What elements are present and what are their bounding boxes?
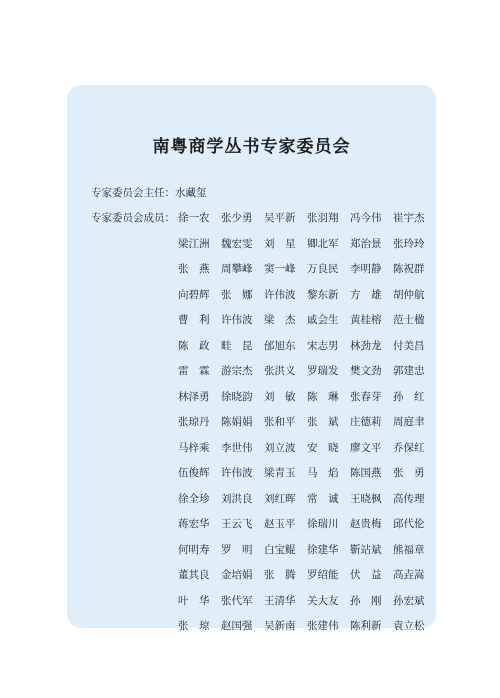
member-name: 黎东新	[307, 288, 339, 301]
member-name: 吴平新	[264, 212, 296, 224]
member-name: 黄桂榕	[350, 314, 382, 326]
member-name: 刘 星	[264, 237, 296, 250]
member-name: 范士楹	[393, 314, 425, 326]
member-name: 宋志男	[307, 339, 339, 352]
members-list	[178, 211, 436, 645]
member-name: 樊文劲	[350, 365, 382, 377]
member-name: 张和平	[264, 416, 296, 428]
member-name: 雷 霖	[178, 365, 210, 377]
member-name: 张 燕	[178, 263, 210, 275]
member-name: 张少勇	[221, 212, 253, 224]
member-name: 陈 政	[178, 339, 210, 352]
member-name: 袁立松	[393, 620, 425, 632]
member-name: 冯今伟	[350, 212, 382, 224]
member-name: 马 焰	[307, 467, 339, 479]
member-name: 曹 利	[178, 314, 210, 326]
member-name: 张 斌	[307, 416, 339, 428]
member-name: 胡仲航	[393, 288, 425, 301]
member-name: 徐晓韵	[221, 390, 253, 403]
member-name: 张 腾	[264, 569, 296, 581]
member-name: 王晓枫	[350, 492, 382, 505]
member-name: 蒋宏华	[178, 518, 210, 530]
member-name: 常 诚	[307, 492, 339, 505]
member-name: 马梓乘	[178, 441, 210, 454]
member-name: 方 雄	[350, 288, 382, 301]
member-name: 吴新南	[264, 620, 296, 632]
page-title: 南粤商学丛书专家委员会	[152, 137, 351, 157]
member-name: 林泽勇	[178, 390, 210, 403]
member-name: 陈 琳	[307, 390, 339, 403]
member-name: 金培娟	[221, 569, 253, 581]
member-name: 廖文平	[350, 441, 382, 454]
member-name: 孙宏斌	[393, 594, 425, 607]
member-name: 向碧辉	[178, 288, 210, 301]
chair-name: 水藏玺	[175, 187, 207, 199]
member-name: 白宝鲲	[264, 543, 296, 556]
member-name: 高垚嵩	[393, 569, 425, 581]
member-name: 伍俊辉	[178, 467, 210, 479]
member-name: 关大友	[307, 594, 339, 607]
member-name: 董其良	[178, 569, 210, 581]
member-name: 梁 杰	[264, 314, 296, 326]
member-name: 张代军	[221, 594, 253, 607]
member-name: 赵贵梅	[350, 518, 382, 530]
member-name: 刘 敏	[264, 390, 296, 403]
member-name: 张 勇	[393, 467, 425, 479]
member-name: 庄德莉	[350, 416, 382, 428]
member-name: 张建伟	[307, 620, 339, 632]
member-name: 郭建忠	[393, 365, 425, 377]
member-name: 陈娟娟	[221, 416, 253, 428]
member-name: 许伟波	[264, 288, 296, 301]
member-name: 陈祝群	[393, 263, 425, 275]
member-name: 刘立波	[264, 441, 296, 454]
member-name: 何明寿	[178, 543, 210, 556]
member-name: 伏 益	[350, 569, 382, 581]
member-name: 万良民	[307, 263, 339, 275]
member-name: 徐瑞川	[307, 518, 339, 530]
member-name: 乔保红	[393, 441, 425, 454]
member-name: 高传理	[393, 492, 425, 505]
member-name: 徐全珍	[178, 492, 210, 505]
member-name: 邰旭东	[264, 339, 296, 352]
member-name: 陈国燕	[350, 467, 382, 479]
member-name: 赵玉平	[264, 518, 296, 530]
member-name: 徐一农	[178, 212, 210, 224]
member-name: 林劲龙	[350, 339, 382, 352]
member-name: 卿北军	[307, 237, 339, 250]
member-name: 靳站斌	[350, 543, 382, 556]
member-name: 张羽翔	[307, 212, 339, 224]
member-name: 周庭聿	[393, 416, 425, 428]
member-name: 戚会生	[307, 314, 339, 326]
chair-row	[91, 186, 207, 200]
members-label-row	[91, 211, 175, 225]
member-name: 刘红晖	[264, 492, 296, 505]
member-name: 付美昌	[393, 339, 425, 352]
member-name: 张 琼	[178, 620, 210, 632]
member-name: 梁江洲	[178, 237, 210, 250]
member-name: 徐建华	[307, 543, 339, 556]
member-name: 刘洪良	[221, 492, 253, 505]
member-name: 张 娜	[221, 288, 253, 301]
member-name: 安 晓	[307, 441, 339, 454]
member-name: 邱代伦	[393, 518, 425, 530]
member-name: 游宗杰	[221, 365, 253, 377]
member-name: 张洪义	[264, 365, 296, 377]
member-name: 张玲玲	[393, 237, 425, 250]
member-name: 李世伟	[221, 441, 253, 454]
member-name: 魏宏雯	[221, 237, 253, 250]
member-name: 崔宇杰	[393, 212, 425, 224]
member-name: 孙 刚	[350, 594, 382, 607]
member-name: 许伟波	[221, 314, 253, 326]
member-name: 罗绍能	[307, 569, 339, 581]
committee-panel	[67, 85, 436, 632]
member-name: 畦 昆	[221, 339, 253, 352]
member-name: 王云飞	[221, 518, 253, 530]
member-name: 罗 明	[221, 543, 253, 556]
member-name: 梁青玉	[264, 467, 296, 479]
member-name: 赵国强	[221, 620, 253, 632]
chair-label: 专家委员会主任：	[91, 187, 175, 199]
member-name: 郑治景	[350, 237, 382, 250]
member-name: 张春芽	[350, 390, 382, 403]
member-name: 李明静	[350, 263, 382, 275]
members-label: 专家委员会成员：	[91, 212, 175, 224]
member-name: 孙 红	[393, 390, 425, 403]
member-name: 熊福章	[393, 543, 425, 556]
member-name: 陈利新	[350, 620, 382, 632]
member-name: 许伟波	[221, 467, 253, 479]
member-name: 窦一峰	[264, 263, 296, 275]
member-name: 周攀峰	[221, 263, 253, 275]
member-name: 张琼丹	[178, 416, 210, 428]
member-name: 叶 华	[178, 594, 210, 607]
member-name: 王清华	[264, 594, 296, 607]
member-name: 罗瑞发	[307, 365, 339, 377]
